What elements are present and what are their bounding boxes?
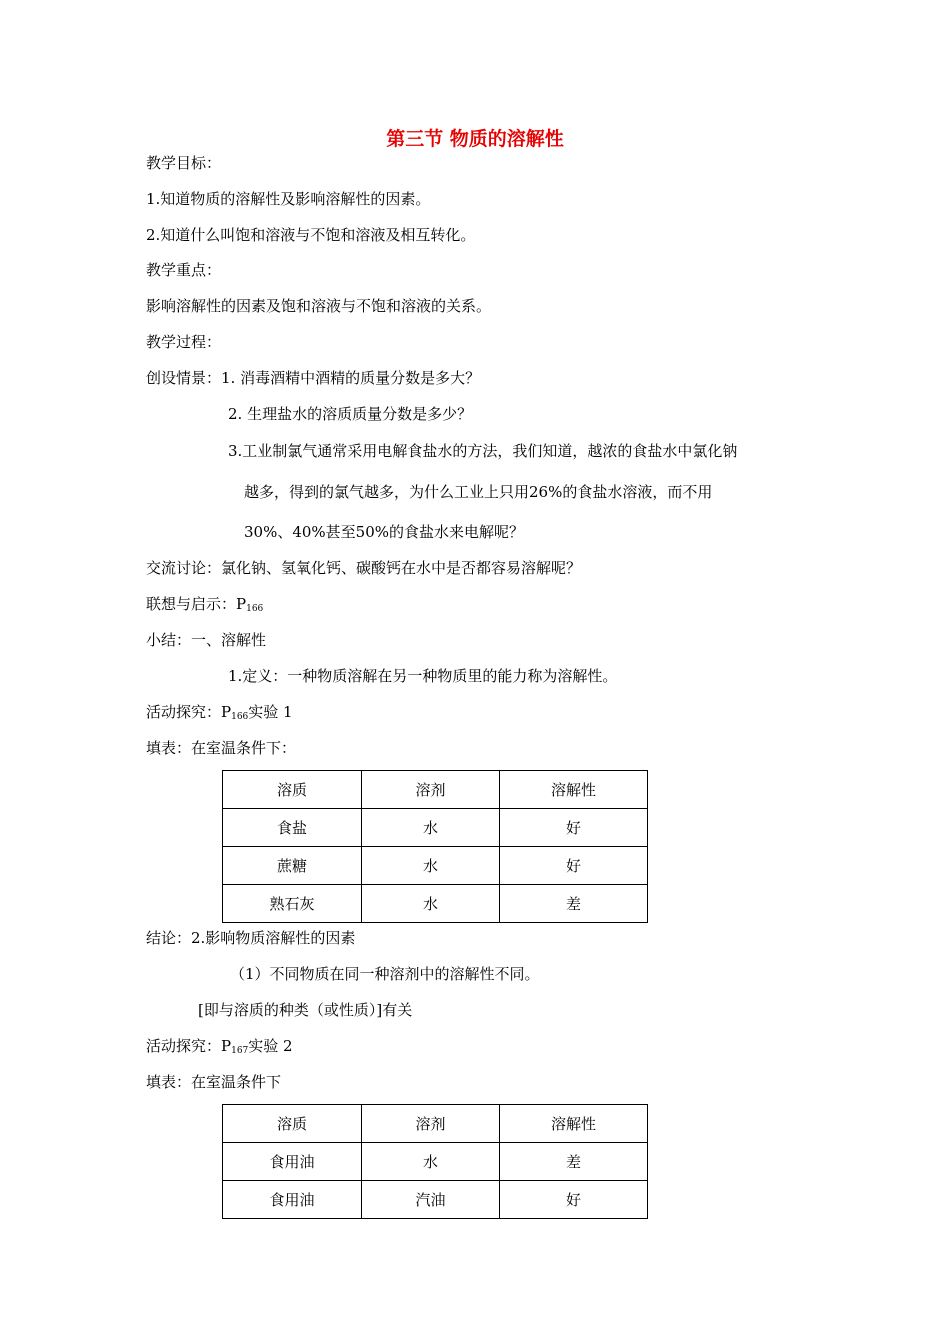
fill-instruction-2: 填表：在室温条件下	[146, 1073, 282, 1091]
header-cell: 溶解性	[500, 771, 648, 809]
focus-text: 影响溶解性的因素及饱和溶液与不饱和溶液的关系。	[146, 297, 492, 315]
goal-1: 1.知道物质的溶解性及影响溶解性的因素。	[146, 190, 431, 208]
table-cell: 熟石灰	[223, 885, 362, 923]
table-row	[223, 885, 648, 923]
activity-2-prefix: 活动探究：P	[146, 1037, 232, 1055]
goal-2: 2.知道什么叫饱和溶液与不饱和溶液及相互转化。	[146, 226, 476, 244]
associate-prefix: 联想与启示：P	[146, 595, 247, 613]
scenario-1: 创设情景：1. 消毒酒精中酒精的质量分数是多大？	[146, 369, 481, 387]
activity-2	[146, 1036, 293, 1061]
table-cell: 蔗糖	[223, 847, 362, 885]
factor-1-note: [即与溶质的种类（或性质）]有关	[198, 1001, 413, 1019]
activity-1-suffix: 实验 1	[248, 703, 293, 721]
table-cell: 水	[362, 847, 500, 885]
scenario-3b: 越多，得到的氯气越多，为什么工业上只用26%的食盐水溶液，而不用	[244, 483, 713, 501]
associate-page: 166	[246, 604, 264, 614]
process-heading: 教学过程：	[146, 333, 222, 351]
table-header-row	[223, 1105, 648, 1143]
scenario-3a: 3.工业制氯气通常采用电解食盐水的方法，我们知道，越浓的食盐水中氯化钠	[228, 442, 738, 460]
solubility-table-1	[222, 770, 648, 923]
table-row	[223, 1143, 648, 1181]
table-cell: 差	[500, 1143, 648, 1181]
table-cell: 差	[500, 885, 648, 923]
page-title: 第三节 物质的溶解性	[386, 128, 564, 150]
header-cell: 溶剂	[362, 771, 500, 809]
definition: 1.定义：一种物质溶解在另一种物质里的能力称为溶解性。	[228, 667, 618, 685]
activity-2-page: 167	[231, 1046, 249, 1056]
table-header-row	[223, 771, 648, 809]
activity-1-prefix: 活动探究：P	[146, 703, 232, 721]
header-cell: 溶质	[223, 1105, 362, 1143]
header-cell: 溶剂	[362, 1105, 500, 1143]
fill-instruction-1: 填表：在室温条件下：	[146, 739, 297, 757]
table-cell: 水	[362, 1143, 500, 1181]
table-cell: 水	[362, 809, 500, 847]
summary: 小结：一、溶解性	[146, 631, 267, 649]
scenario-2: 2. 生理盐水的溶质质量分数是多少？	[228, 405, 473, 423]
table-cell: 食用油	[223, 1181, 362, 1219]
conclusion: 结论：2.影响物质溶解性的因素	[146, 929, 356, 947]
header-cell: 溶质	[223, 771, 362, 809]
table-cell: 好	[500, 847, 648, 885]
header-cell: 溶解性	[500, 1105, 648, 1143]
factor-1: （1）不同物质在同一种溶剂中的溶解性不同。	[230, 965, 540, 983]
table-row	[223, 809, 648, 847]
goals-heading: 教学目标：	[146, 154, 222, 172]
activity-2-suffix: 实验 2	[248, 1037, 293, 1055]
solubility-table-2	[222, 1104, 648, 1219]
focus-heading: 教学重点：	[146, 261, 222, 279]
associate-line	[146, 594, 263, 619]
table-cell: 好	[500, 809, 648, 847]
table-cell: 食用油	[223, 1143, 362, 1181]
table-row	[223, 1181, 648, 1219]
scenario-3c: 30%、40%甚至50%的食盐水来电解呢？	[244, 523, 525, 541]
activity-1	[146, 702, 293, 727]
activity-1-page: 166	[231, 712, 249, 722]
table-row	[223, 847, 648, 885]
discussion: 交流讨论：氯化钠、氢氧化钙、碳酸钙在水中是否都容易溶解呢？	[146, 559, 582, 577]
table-cell: 水	[362, 885, 500, 923]
table-cell: 食盐	[223, 809, 362, 847]
table-cell: 好	[500, 1181, 648, 1219]
table-cell: 汽油	[362, 1181, 500, 1219]
